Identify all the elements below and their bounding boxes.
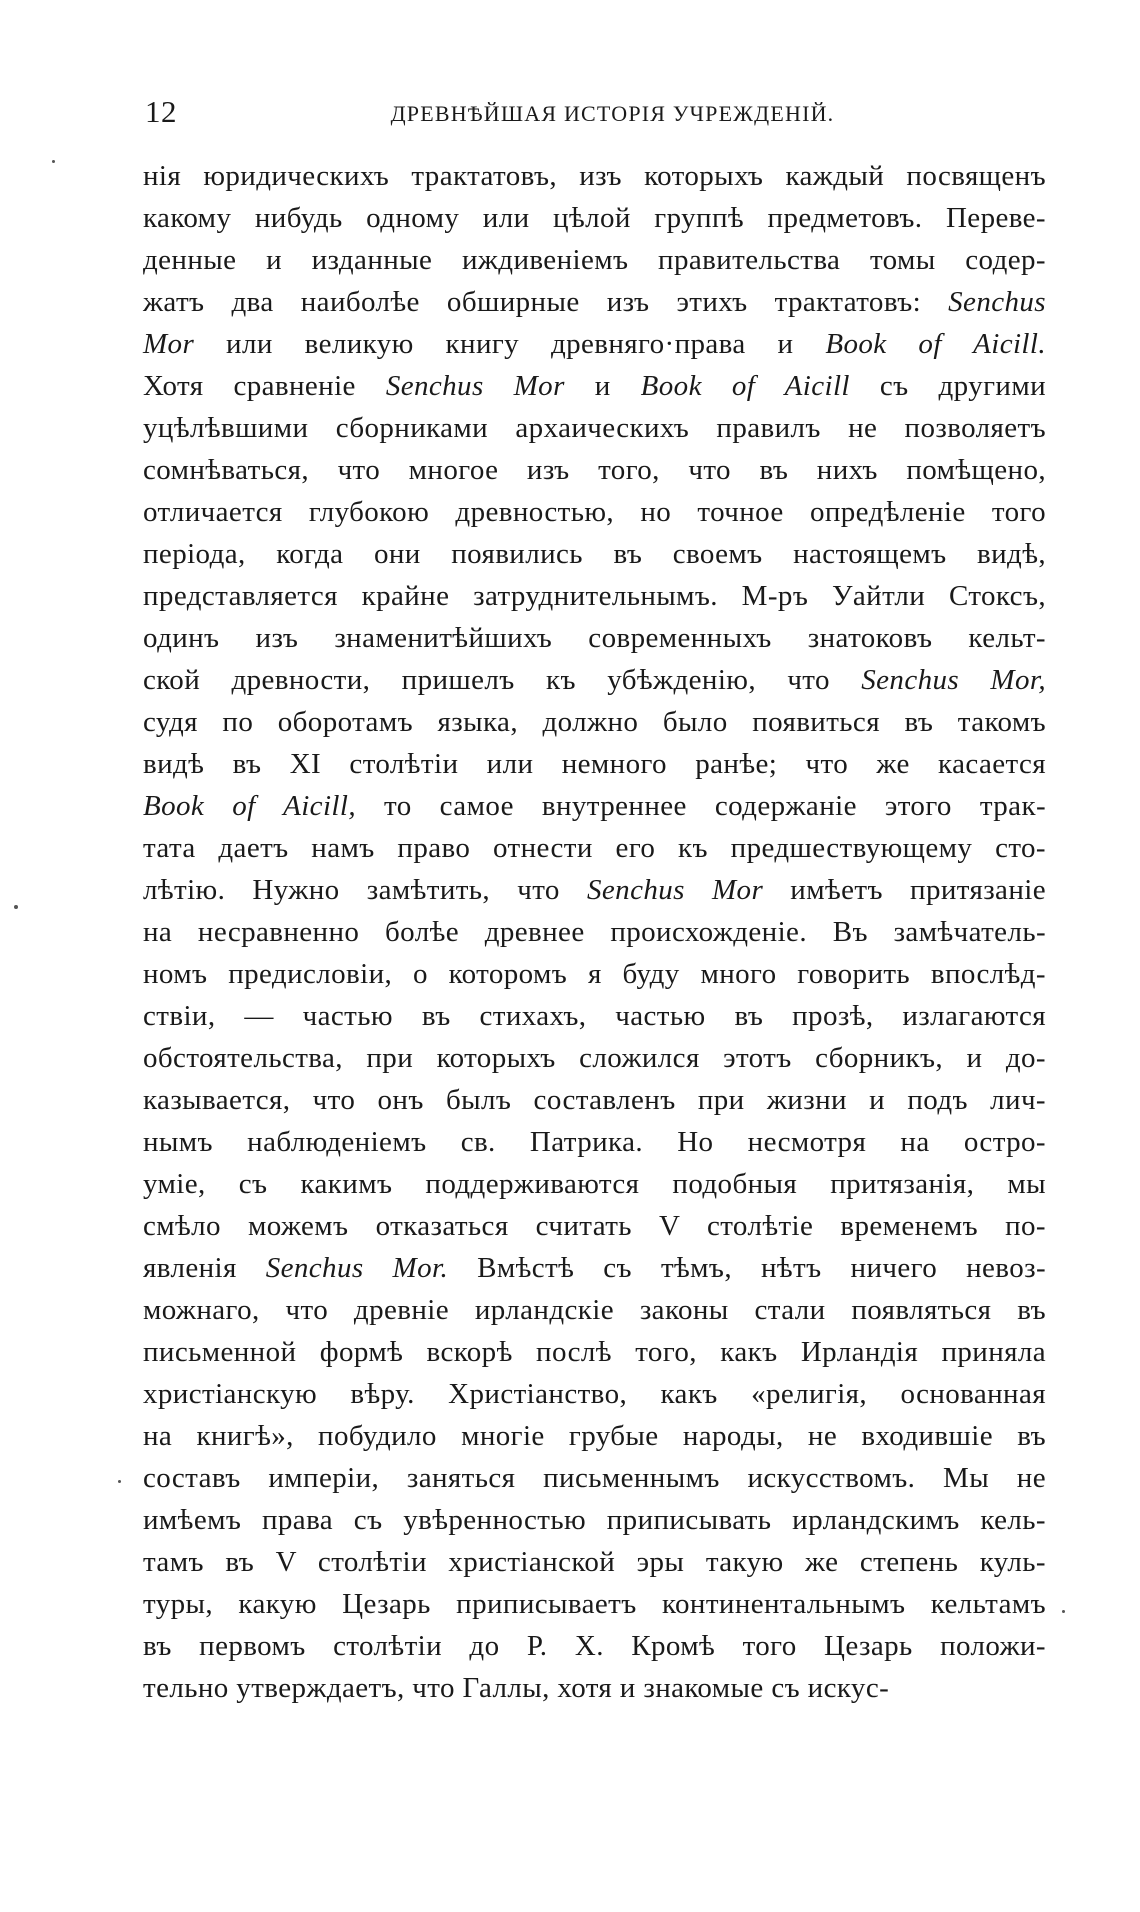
paper-speck bbox=[52, 160, 55, 163]
text-run: и bbox=[564, 370, 641, 402]
text-line bbox=[143, 281, 1046, 323]
text-line bbox=[143, 1331, 1046, 1373]
text-line bbox=[143, 1457, 1046, 1499]
text-run: можнаго, что древніе ирландскіе законы стали появляться въ bbox=[143, 1294, 1046, 1326]
text-run: нымъ наблюденіемъ св. Патрика. Но несмотря на остро- bbox=[143, 1126, 1046, 1158]
running-title: ДРЕВНѢЙШАЯ ИСТОРІЯ УЧРЕЖДЕНІЙ. bbox=[390, 101, 835, 126]
text-run: жатъ два наиболѣе обширные изъ этихъ трактатовъ: bbox=[143, 286, 949, 318]
text-line bbox=[143, 1373, 1046, 1415]
paper-speck bbox=[1062, 1610, 1065, 1613]
running-header bbox=[145, 92, 1040, 132]
text-run: обстоятельства, при которыхъ сложился этотъ сборникъ, и до- bbox=[143, 1042, 1046, 1074]
text-line bbox=[143, 239, 1046, 281]
text-run: одинъ изъ знаменитѣйшихъ современныхъ знатоковъ кельт- bbox=[143, 622, 1046, 654]
text-run: лѣтію. Нужно замѣтить, что bbox=[143, 874, 587, 906]
text-line bbox=[143, 1583, 1046, 1625]
text-run: въ первомъ столѣтіи до Р. Х. Кромѣ того Цезарь положи- bbox=[143, 1630, 1046, 1662]
text-run: тамъ въ V столѣтіи христіанской эры такую же степень куль- bbox=[143, 1546, 1046, 1578]
text-line bbox=[143, 1289, 1046, 1331]
text-line bbox=[143, 953, 1046, 995]
text-run: тата даетъ намъ право отнести его къ предшествующему сто- bbox=[143, 832, 1046, 864]
text-line bbox=[143, 911, 1046, 953]
text-run: періода, когда они появились въ своемъ настоящемъ видѣ, bbox=[143, 538, 1046, 570]
text-line bbox=[143, 407, 1046, 449]
text-run: на книгѣ», побудило многіе грубые народы, не входившіе въ bbox=[143, 1420, 1046, 1452]
text-line bbox=[143, 491, 1046, 533]
italic-title-run: Senchus Mor bbox=[587, 874, 764, 906]
italic-title-run: Senchus Mor, bbox=[861, 664, 1046, 696]
text-line bbox=[143, 575, 1046, 617]
text-line bbox=[143, 743, 1046, 785]
text-line bbox=[143, 323, 1046, 365]
text-run: Вмѣстѣ съ тѣмъ, нѣтъ ничего невоз- bbox=[448, 1252, 1047, 1284]
italic-title-run: Book of Aicill, bbox=[143, 790, 356, 822]
text-line bbox=[143, 1205, 1046, 1247]
text-run: судя по оборотамъ языка, должно было появиться въ такомъ bbox=[143, 706, 1046, 738]
text-line bbox=[143, 995, 1046, 1037]
text-line bbox=[143, 155, 1046, 197]
text-run: ской древности, пришелъ къ убѣжденію, что bbox=[143, 664, 862, 696]
text-run: Хотя сравненіе bbox=[143, 370, 386, 402]
text-line bbox=[143, 617, 1046, 659]
text-run: представляется крайне затруднительнымъ. М-ръ Уайтли Стоксъ, bbox=[143, 580, 1046, 612]
text-line bbox=[143, 1037, 1046, 1079]
text-line bbox=[143, 1163, 1046, 1205]
text-run: имѣемъ права съ увѣренностью приписывать ирландскимъ кель- bbox=[143, 1504, 1046, 1536]
text-run: христіанскую вѣру. Христіанство, какъ «религія, основанная bbox=[143, 1378, 1046, 1410]
italic-title-run: Senchus bbox=[948, 286, 1046, 318]
text-line bbox=[143, 533, 1046, 575]
text-line bbox=[143, 197, 1046, 239]
text-line bbox=[143, 1415, 1046, 1457]
italic-title-run: Book of Aicill bbox=[640, 370, 850, 402]
text-line bbox=[143, 449, 1046, 491]
text-run: съ другими bbox=[849, 370, 1046, 402]
text-line bbox=[143, 659, 1046, 701]
text-run: тельно утверждаетъ, что Галлы, хотя и знакомые съ искус- bbox=[143, 1672, 890, 1704]
italic-title-run: Senchus Mor bbox=[385, 370, 565, 402]
text-line bbox=[143, 827, 1046, 869]
text-run: сомнѣваться, что многое изъ того, что въ нихъ помѣщено, bbox=[143, 454, 1046, 486]
text-run: какому нибудь одному или цѣлой группѣ предметовъ. Переве- bbox=[143, 202, 1046, 234]
body-text bbox=[143, 155, 1046, 1709]
text-run: казывается, что онъ былъ составленъ при жизни и подъ лич- bbox=[143, 1084, 1046, 1116]
italic-title-run: Mor bbox=[143, 328, 195, 360]
text-run: номъ предисловіи, о которомъ я буду много говорить впослѣд- bbox=[143, 958, 1046, 990]
text-line bbox=[143, 1667, 1046, 1709]
italic-title-run: Book of Aicill. bbox=[825, 328, 1046, 360]
text-line bbox=[143, 365, 1046, 407]
text-run: письменной формѣ вскорѣ послѣ того, какъ Ирландія приняла bbox=[143, 1336, 1046, 1368]
text-line bbox=[143, 1625, 1046, 1667]
page-number: 12 bbox=[145, 94, 177, 129]
text-line bbox=[143, 701, 1046, 743]
text-line bbox=[143, 869, 1046, 911]
text-run: уміе, съ какимъ поддерживаются подобныя притязанія, мы bbox=[143, 1168, 1046, 1200]
text-run: смѣло можемъ отказаться считать V столѣтіе временемъ по- bbox=[143, 1210, 1046, 1242]
paper-speck bbox=[118, 1480, 121, 1483]
text-run: то самое внутреннее содержаніе этого трак- bbox=[355, 790, 1046, 822]
text-run: уцѣлѣвшими сборниками архаическихъ правилъ не позволяетъ bbox=[143, 412, 1046, 444]
text-run: на несравненно болѣе древнее происхожденіе. Въ замѣчатель- bbox=[143, 916, 1046, 948]
text-run: имѣетъ притязаніе bbox=[763, 874, 1046, 906]
text-run: ствіи, — частью въ стихахъ, частью въ прозѣ, излагаются bbox=[143, 1000, 1046, 1032]
text-line bbox=[143, 1499, 1046, 1541]
text-line bbox=[143, 1247, 1046, 1289]
text-line bbox=[143, 785, 1046, 827]
text-line bbox=[143, 1079, 1046, 1121]
paper-speck bbox=[14, 905, 18, 909]
italic-title-run: Senchus Mor. bbox=[265, 1252, 449, 1284]
text-run: туры, какую Цезарь приписываетъ континентальнымъ кельтамъ bbox=[143, 1588, 1046, 1620]
text-run: видѣ въ XI столѣтіи или немного ранѣе; что же касается bbox=[143, 748, 1046, 780]
text-run: отличается глубокою древностью, но точное опредѣленіе того bbox=[143, 496, 1046, 528]
text-line bbox=[143, 1541, 1046, 1583]
text-run: составъ имперіи, заняться письменнымъ искусствомъ. Мы не bbox=[143, 1462, 1046, 1494]
text-run: нія юридическихъ трактатовъ, изъ которыхъ каждый посвященъ bbox=[143, 160, 1046, 192]
text-run: явленія bbox=[143, 1252, 266, 1284]
text-run: или великую книгу древняго·права и bbox=[194, 328, 826, 360]
text-line bbox=[143, 1121, 1046, 1163]
text-run: денные и изданные иждивеніемъ правительства томы содер- bbox=[143, 244, 1046, 276]
